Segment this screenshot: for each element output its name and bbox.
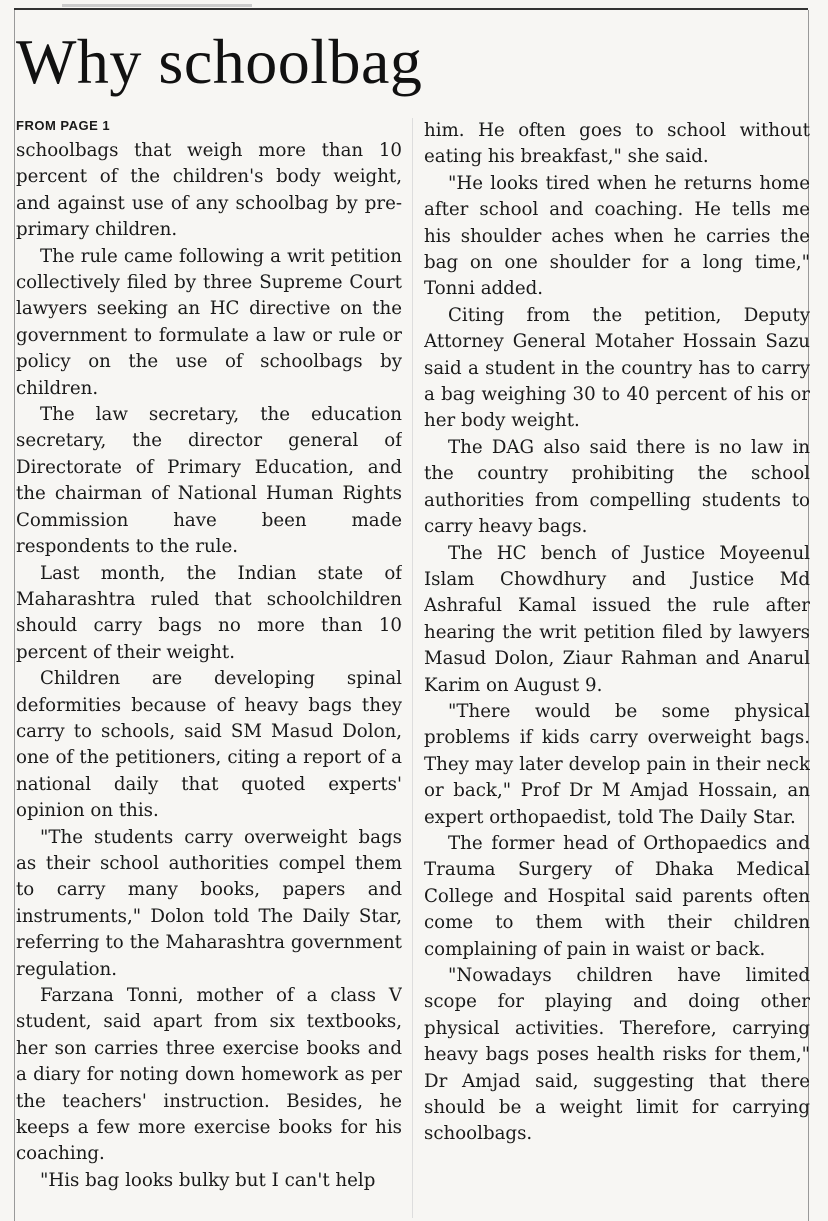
- jump-kicker: FROM PAGE 1: [16, 118, 111, 133]
- paragraph: The DAG also said there is no law in the country prohibiting the school authorities from compelling students to carry heavy bags.: [424, 436, 810, 538]
- article-column-right: [424, 118, 810, 1218]
- paragraph: The rule came following a writ petition collectively filed by three Supreme Court lawyers seeking an HC directive on the government to formulate a law or rule or policy on the use of schoolbags by children.: [16, 245, 402, 399]
- headline: Why schoolbag: [16, 26, 423, 97]
- paragraph: "He looks tired when he returns home after school and coaching. He tells me his shoulder aches when he carries the bag on one shoulder for a long time," Tonni added.: [424, 172, 810, 300]
- top-rule: [14, 8, 808, 10]
- paragraph: "The students carry overweight bags as their school authorities compel them to carry many books, papers and instruments," Dolon told The Daily Star, referring to the Maharashtra government regulation.: [16, 826, 402, 980]
- paragraph: "There would be some physical problems if kids carry overweight bags. They may later develop pain in their neck or back," Prof Dr M Amjad Hossain, an expert orthopaedist, told The Daily Star.: [424, 700, 810, 828]
- column-divider: [412, 118, 413, 1218]
- paragraph: Citing from the petition, Deputy Attorney General Motaher Hossain Sazu said a student in the country has to carry a bag weighing 30 to 40 percent of his or her body weight.: [424, 304, 810, 432]
- paragraph: The law secretary, the education secretary, the director general of Directorate of Primary Education, and the chairman of National Human Rights Commission have been made respondents to the rule.: [16, 404, 402, 558]
- paragraph: The HC bench of Justice Moyeenul Islam Chowdhury and Justice Md Ashraful Kamal issued the rule after hearing the writ petition filed by lawyers Masud Dolon, Ziaur Rahman and Anarul Karim on August 9.: [424, 542, 810, 696]
- paragraph: him. He often goes to school without eating his breakfast," she said.: [424, 120, 810, 168]
- paragraph: Last month, the Indian state of Maharashtra ruled that schoolchildren should carry bags no more than 10 percent of their weight.: [16, 562, 402, 663]
- article-column-left: [16, 118, 402, 1218]
- left-border: [14, 10, 15, 1221]
- paragraph: Children are developing spinal deformities because of heavy bags they carry to schools, said SM Masud Dolon, one of the petitioners, citing a report of a national daily that quoted experts' opinion on this.: [16, 668, 402, 822]
- paragraph: schoolbags that weigh more than 10 percent of the children's body weight, and against use of any schoolbag by pre-primary children.: [16, 140, 402, 241]
- paragraph: "His bag looks bulky but I can't help: [40, 1169, 376, 1191]
- paragraph: Farzana Tonni, mother of a class V student, said apart from six textbooks, her son carries three exercise books and a diary for noting down homework as per the teachers' instruction. Besides, he keeps a few more exercise books for his coaching.: [16, 985, 402, 1165]
- paragraph: The former head of Orthopaedics and Trauma Surgery of Dhaka Medical College and Hospital said parents often come to them with their children complaining of pain in waist or back.: [424, 832, 810, 960]
- paragraph: "Nowadays children have limited scope for playing and doing other physical activities. Therefore, carrying heavy bags poses health risks for them," Dr Amjad said, suggesting that there should be a weight limit for carrying schoolbags.: [424, 965, 810, 1145]
